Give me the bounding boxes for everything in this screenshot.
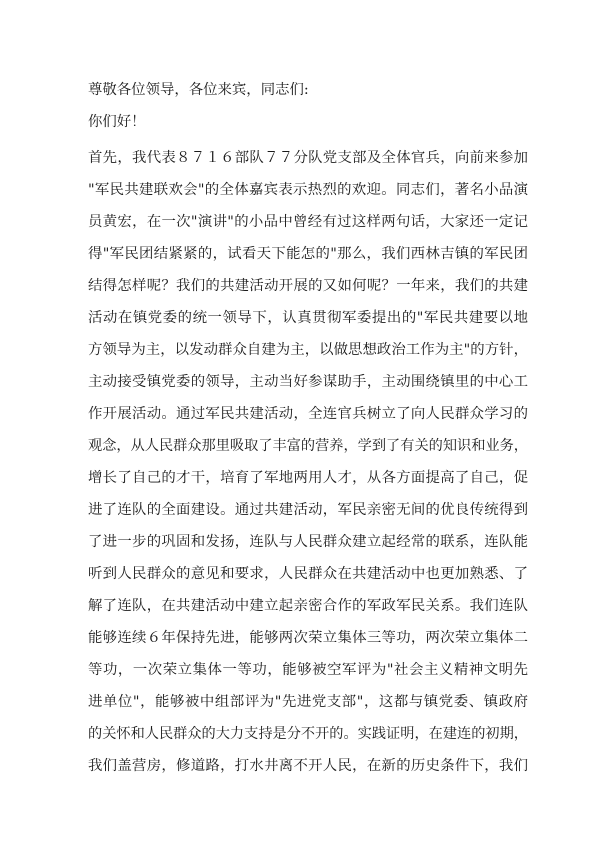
- paragraph-line: 首先，我代表８７１６部队７７分队党支部及全体官兵，向前来参加: [88, 150, 528, 166]
- paragraph-line: 增长了自己的才干，培育了军地两用人才，从各方面提高了自己，促: [88, 470, 528, 486]
- paragraph-line: "军民共建联欢会"的全体嘉宾表示热烈的欢迎。同志们，著名小品演: [88, 182, 528, 198]
- paragraph-line: 等功，一次荣立集体一等功，能够被空军评为"社会主义精神文明先: [88, 662, 528, 678]
- greeting-line: 尊敬各位领导，各位来宾，同志们:: [88, 82, 309, 98]
- paragraph-line: 主动接受镇党委的领导，主动当好参谋助手，主动围绕镇里的中心工: [88, 374, 528, 390]
- paragraph-line: 了进一步的巩固和发扬，连队与人民群众建立起经常的联系，连队能: [88, 534, 528, 550]
- paragraph-line: 作开展活动。通过军民共建活动，全连官兵树立了向人民群众学习的: [88, 406, 528, 422]
- paragraph-line: 进单位"，能够被中组部评为"先进党支部"，这都与镇党委、镇政府: [88, 694, 528, 710]
- paragraph-line: 进了连队的全面建设。通过共建活动，军民亲密无间的优良传统得到: [88, 502, 528, 518]
- paragraph-line: 方领导为主，以发动群众自建为主，以做思想政治工作为主"的方针，: [88, 342, 528, 358]
- paragraph-line: 员黄宏，在一次"演讲"的小品中曾经有过这样两句话，大家还一定记: [88, 214, 528, 230]
- salutation-line: 你们好！: [88, 114, 146, 130]
- paragraph-line: 得"军民团结紧紧的，试看天下能怎的"那么，我们西林吉镇的军民团: [88, 246, 528, 262]
- paragraph-line: 活动在镇党委的统一领导下，认真贯彻军委提出的"军民共建要以地: [88, 310, 528, 326]
- paragraph-line: 听到人民群众的意见和要求，人民群众在共建活动中也更加熟悉、了: [88, 566, 528, 582]
- paragraph-line: 观念，从人民群众那里吸取了丰富的营养，学到了有关的知识和业务，: [88, 438, 528, 454]
- paragraph-line: 我们盖营房，修道路，打水井离不开人民，在新的历史条件下，我们: [88, 758, 528, 774]
- paragraph-line: 解了连队，在共建活动中建立起亲密合作的军政军民关系。我们连队: [88, 598, 528, 614]
- paragraph-line: 的关怀和人民群众的大力支持是分不开的。实践证明，在建连的初期，: [88, 726, 528, 742]
- paragraph-line: 结得怎样呢？我们的共建活动开展的又如何呢？一年来，我们的共建: [88, 278, 528, 294]
- paragraph-line: 能够连续６年保持先进，能够两次荣立集体三等功，两次荣立集体二: [88, 630, 528, 646]
